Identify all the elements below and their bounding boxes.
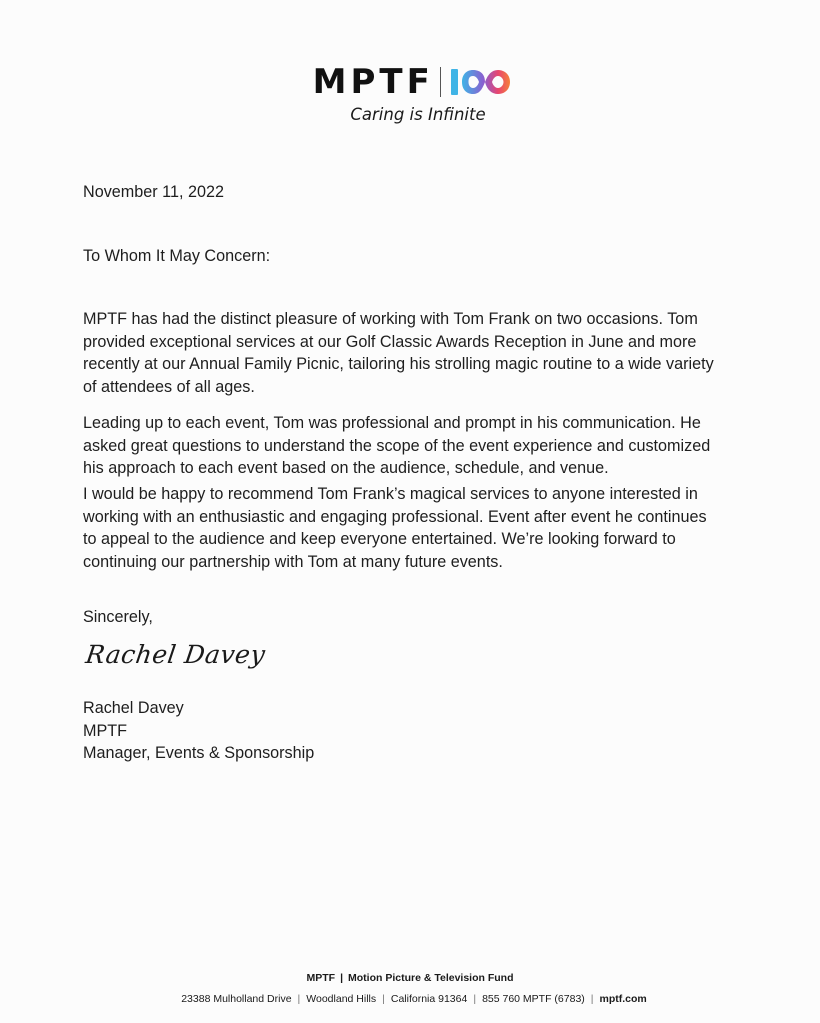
footer-state-zip: California 91364: [390, 993, 468, 1005]
salutation: To Whom It May Concern:: [83, 247, 271, 265]
footer-phone: 855 760 MPTF (6783): [482, 993, 585, 1005]
paragraph-line: MPTF has had the distinct pleasure of working with Tom Frank on two occasions. Tom: [83, 310, 698, 328]
paragraph-line: asked great questions to understand the scope of the event experience and customized: [83, 436, 711, 455]
footer-org-line: [0, 972, 820, 984]
footer-address: 23388 Mulholland Drive: [181, 993, 292, 1005]
logo-wordmark: MPTF: [312, 62, 434, 102]
footer-separator: |: [297, 993, 301, 1005]
footer-separator: |: [340, 972, 344, 984]
paragraph-line: working with an enthusiastic and engaging professional. Event after event he continues: [83, 507, 707, 526]
tagline: Caring is Infinite: [350, 105, 486, 124]
mptf-logo: [10, 62, 820, 102]
paragraph-line: I would be happy to recommend Tom Frank’s magical services to anyone interested in: [83, 485, 698, 503]
footer-org-full: Motion Picture & Television Fund: [348, 972, 514, 984]
paragraph-line: continuing our partnership with Tom at many future events.: [83, 552, 503, 571]
footer-contact-line: [4, 993, 820, 1005]
signature-block: [83, 697, 314, 765]
footer-separator: |: [590, 993, 594, 1005]
paragraph-3: [83, 483, 707, 573]
paragraph-line: recently at our Annual Family Picnic, tailoring his strolling magic routine to a wide variety: [83, 355, 714, 373]
signer-name: Rachel Davey: [83, 699, 184, 717]
closing: Sincerely,: [83, 608, 153, 626]
centennial-100-icon: [449, 66, 517, 98]
paragraph-line: his approach to each event based on the audience, schedule, and venue.: [83, 459, 609, 477]
signer-organization: MPTF: [83, 721, 128, 740]
letter-date: November 11, 2022: [83, 183, 224, 201]
footer-separator: |: [473, 993, 477, 1005]
signer-title: Manager, Events & Sponsorship: [83, 744, 315, 762]
footer-org-short: MPTF: [306, 972, 336, 984]
footer-website-link[interactable]: mptf.com: [599, 993, 647, 1005]
paragraph-line: provided exceptional services at our Golf Classic Awards Reception in June and more: [83, 332, 697, 351]
paragraph-line: Leading up to each event, Tom was professional and prompt in his communication. He: [83, 414, 701, 432]
paragraph-1: [83, 308, 714, 398]
letterhead: [0, 62, 820, 124]
logo-divider: [440, 67, 442, 97]
paragraph-line: to appeal to the audience and keep everyone entertained. We’re looking forward to: [83, 530, 676, 548]
paragraph-2: [83, 412, 710, 480]
footer-separator: |: [382, 993, 385, 1005]
footer-city: Woodland Hills: [306, 993, 377, 1005]
handwritten-signature: Rachel Davey: [83, 640, 268, 669]
paragraph-line: of attendees of all ages.: [83, 377, 255, 396]
